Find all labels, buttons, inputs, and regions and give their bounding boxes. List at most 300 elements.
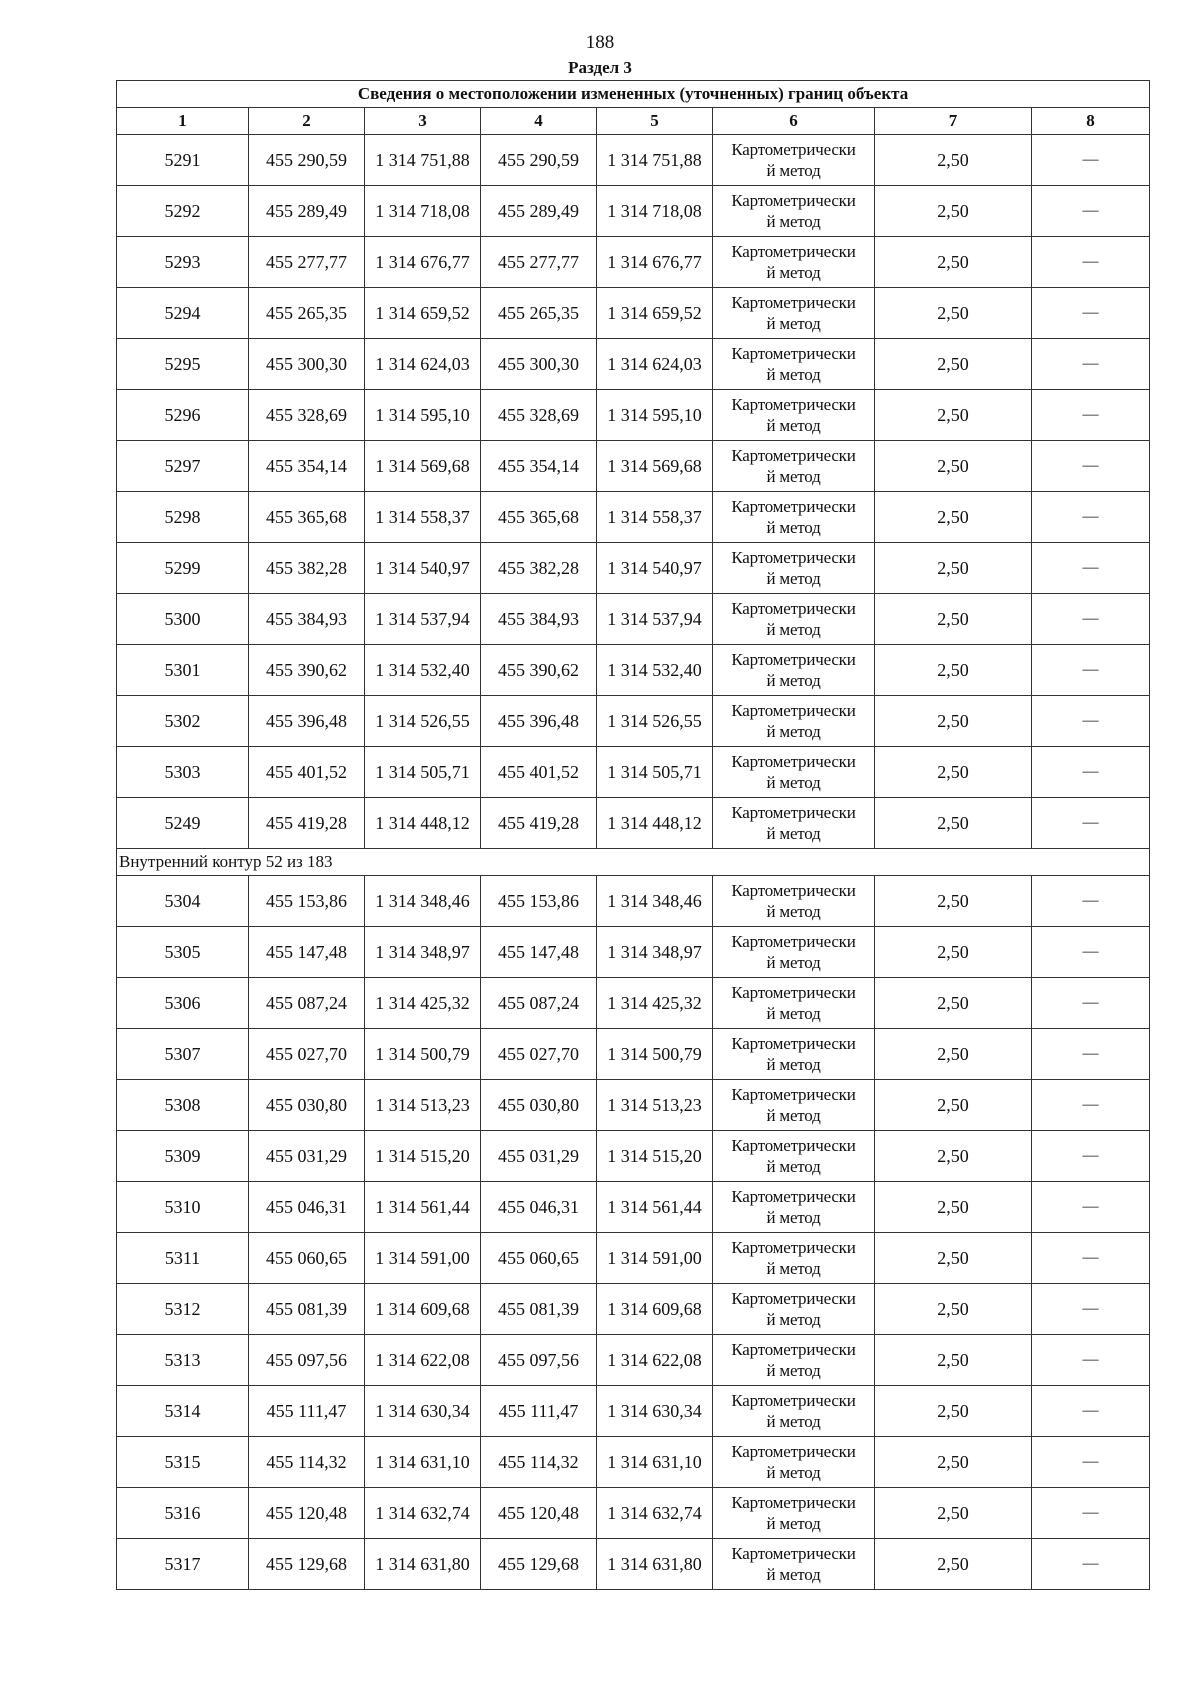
- point-number-cell: 5308: [117, 1080, 249, 1131]
- x-existing-cell: 455 030,80: [249, 1080, 365, 1131]
- y-existing-cell: 1 314 515,20: [365, 1131, 481, 1182]
- x-refined-cell: 455 265,35: [481, 288, 597, 339]
- method-text-line: Картометрически: [731, 1544, 856, 1563]
- point-number-cell: 5303: [117, 747, 249, 798]
- method-text-line: й метод: [766, 518, 821, 537]
- y-refined-cell: 1 314 515,20: [597, 1131, 713, 1182]
- table-row: [117, 492, 1150, 543]
- accuracy-cell: 2,50: [875, 1437, 1032, 1488]
- point-number-cell: 5307: [117, 1029, 249, 1080]
- table-row: [117, 798, 1150, 849]
- method-text-line: й метод: [766, 671, 821, 690]
- table-row: [117, 1182, 1150, 1233]
- description-cell: —: [1032, 1437, 1150, 1488]
- method-text-line: й метод: [766, 314, 821, 333]
- y-existing-cell: 1 314 532,40: [365, 645, 481, 696]
- method-cell: [713, 1539, 875, 1590]
- method-text-line: й метод: [766, 161, 821, 180]
- method-text-line: й метод: [766, 1565, 821, 1584]
- point-number-cell: 5302: [117, 696, 249, 747]
- section-title: Раздел 3: [568, 58, 632, 77]
- accuracy-cell: 2,50: [875, 543, 1032, 594]
- table-row: [117, 1284, 1150, 1335]
- method-cell: [713, 1080, 875, 1131]
- y-refined-cell: 1 314 348,97: [597, 927, 713, 978]
- x-existing-cell: 455 365,68: [249, 492, 365, 543]
- point-number-cell: 5301: [117, 645, 249, 696]
- point-number-cell: 5317: [117, 1539, 249, 1590]
- accuracy-cell: 2,50: [875, 978, 1032, 1029]
- x-existing-cell: 455 027,70: [249, 1029, 365, 1080]
- x-refined-cell: 455 060,65: [481, 1233, 597, 1284]
- y-existing-cell: 1 314 348,46: [365, 876, 481, 927]
- y-existing-cell: 1 314 751,88: [365, 135, 481, 186]
- table-row: [117, 1386, 1150, 1437]
- point-number-cell: 5311: [117, 1233, 249, 1284]
- description-cell: —: [1032, 1335, 1150, 1386]
- column-number: 8: [1032, 108, 1150, 135]
- method-text-line: й метод: [766, 467, 821, 486]
- description-cell: —: [1032, 441, 1150, 492]
- x-existing-cell: 455 046,31: [249, 1182, 365, 1233]
- point-number-cell: 5310: [117, 1182, 249, 1233]
- accuracy-cell: 2,50: [875, 237, 1032, 288]
- method-cell: [713, 186, 875, 237]
- point-number-cell: 5305: [117, 927, 249, 978]
- method-text-line: Картометрически: [731, 701, 856, 720]
- accuracy-cell: 2,50: [875, 747, 1032, 798]
- y-existing-cell: 1 314 540,97: [365, 543, 481, 594]
- y-refined-cell: 1 314 622,08: [597, 1335, 713, 1386]
- table-row: [117, 747, 1150, 798]
- y-refined-cell: 1 314 676,77: [597, 237, 713, 288]
- method-text-line: й метод: [766, 1157, 821, 1176]
- boundary-coordinates-table: [116, 80, 1150, 1590]
- column-number: 6: [713, 108, 875, 135]
- table-body-outer-contour: [117, 135, 1150, 849]
- y-existing-cell: 1 314 595,10: [365, 390, 481, 441]
- method-text-line: й метод: [766, 953, 821, 972]
- y-refined-cell: 1 314 537,94: [597, 594, 713, 645]
- x-refined-cell: 455 328,69: [481, 390, 597, 441]
- y-refined-cell: 1 314 631,10: [597, 1437, 713, 1488]
- table-row: [117, 1131, 1150, 1182]
- y-existing-cell: 1 314 500,79: [365, 1029, 481, 1080]
- method-text-line: й метод: [766, 1004, 821, 1023]
- method-text-line: Картометрически: [731, 1085, 856, 1104]
- contour-label: Внутренний контур 52 из 183: [117, 849, 1150, 876]
- method-text-line: й метод: [766, 1361, 821, 1380]
- x-refined-cell: 455 290,59: [481, 135, 597, 186]
- table-row: [117, 876, 1150, 927]
- description-cell: —: [1032, 339, 1150, 390]
- method-text-line: Картометрически: [731, 803, 856, 822]
- method-cell: [713, 1029, 875, 1080]
- method-text-line: Картометрически: [731, 1391, 856, 1410]
- point-number-cell: 5297: [117, 441, 249, 492]
- table-row: [117, 1437, 1150, 1488]
- method-cell: [713, 1233, 875, 1284]
- method-cell: [713, 288, 875, 339]
- method-text-line: Картометрически: [731, 752, 856, 771]
- accuracy-cell: 2,50: [875, 1488, 1032, 1539]
- point-number-cell: 5312: [117, 1284, 249, 1335]
- table-row: [117, 339, 1150, 390]
- point-number-cell: 5314: [117, 1386, 249, 1437]
- method-text-line: Картометрически: [731, 497, 856, 516]
- description-cell: —: [1032, 696, 1150, 747]
- method-text-line: й метод: [766, 212, 821, 231]
- y-refined-cell: 1 314 513,23: [597, 1080, 713, 1131]
- x-refined-cell: 455 419,28: [481, 798, 597, 849]
- method-text-line: Картометрически: [731, 548, 856, 567]
- table-row: [117, 1335, 1150, 1386]
- x-existing-cell: 455 265,35: [249, 288, 365, 339]
- x-refined-cell: 455 111,47: [481, 1386, 597, 1437]
- table-row: [117, 288, 1150, 339]
- page-number: 188: [585, 32, 615, 53]
- column-number: 7: [875, 108, 1032, 135]
- y-existing-cell: 1 314 676,77: [365, 237, 481, 288]
- y-refined-cell: 1 314 595,10: [597, 390, 713, 441]
- description-cell: —: [1032, 288, 1150, 339]
- accuracy-cell: 2,50: [875, 339, 1032, 390]
- table-row: [117, 696, 1150, 747]
- description-cell: —: [1032, 1029, 1150, 1080]
- table-row: [117, 237, 1150, 288]
- method-cell: [713, 1284, 875, 1335]
- description-cell: —: [1032, 1488, 1150, 1539]
- method-text-line: Картометрически: [731, 1136, 856, 1155]
- table-row: [117, 645, 1150, 696]
- x-existing-cell: 455 277,77: [249, 237, 365, 288]
- accuracy-cell: 2,50: [875, 645, 1032, 696]
- method-text-line: Картометрически: [731, 293, 856, 312]
- accuracy-cell: 2,50: [875, 1029, 1032, 1080]
- point-number-cell: 5316: [117, 1488, 249, 1539]
- method-text-line: Картометрически: [731, 983, 856, 1002]
- method-text-line: й метод: [766, 902, 821, 921]
- y-existing-cell: 1 314 631,10: [365, 1437, 481, 1488]
- description-cell: —: [1032, 876, 1150, 927]
- x-refined-cell: 455 382,28: [481, 543, 597, 594]
- point-number-cell: 5306: [117, 978, 249, 1029]
- x-existing-cell: 455 114,32: [249, 1437, 365, 1488]
- description-cell: —: [1032, 978, 1150, 1029]
- table-row: [117, 1080, 1150, 1131]
- x-existing-cell: 455 396,48: [249, 696, 365, 747]
- column-number-row: [117, 108, 1150, 135]
- y-existing-cell: 1 314 718,08: [365, 186, 481, 237]
- point-number-cell: 5295: [117, 339, 249, 390]
- point-number-cell: 5249: [117, 798, 249, 849]
- x-refined-cell: 455 030,80: [481, 1080, 597, 1131]
- y-existing-cell: 1 314 631,80: [365, 1539, 481, 1590]
- method-text-line: Картометрически: [731, 191, 856, 210]
- method-cell: [713, 1335, 875, 1386]
- method-text-line: й метод: [766, 1055, 821, 1074]
- description-cell: —: [1032, 594, 1150, 645]
- method-text-line: Картометрически: [731, 1187, 856, 1206]
- x-refined-cell: 455 354,14: [481, 441, 597, 492]
- method-cell: [713, 492, 875, 543]
- description-cell: —: [1032, 390, 1150, 441]
- method-text-line: й метод: [766, 1208, 821, 1227]
- accuracy-cell: 2,50: [875, 1284, 1032, 1335]
- description-cell: —: [1032, 747, 1150, 798]
- y-existing-cell: 1 314 537,94: [365, 594, 481, 645]
- y-refined-cell: 1 314 632,74: [597, 1488, 713, 1539]
- description-cell: —: [1032, 1080, 1150, 1131]
- y-refined-cell: 1 314 631,80: [597, 1539, 713, 1590]
- method-text-line: Картометрически: [731, 1034, 856, 1053]
- description-cell: —: [1032, 135, 1150, 186]
- y-refined-cell: 1 314 558,37: [597, 492, 713, 543]
- point-number-cell: 5293: [117, 237, 249, 288]
- y-existing-cell: 1 314 591,00: [365, 1233, 481, 1284]
- y-refined-cell: 1 314 659,52: [597, 288, 713, 339]
- y-refined-cell: 1 314 718,08: [597, 186, 713, 237]
- method-text-line: Картометрически: [731, 1238, 856, 1257]
- point-number-cell: 5291: [117, 135, 249, 186]
- description-cell: —: [1032, 927, 1150, 978]
- x-refined-cell: 455 390,62: [481, 645, 597, 696]
- x-refined-cell: 455 365,68: [481, 492, 597, 543]
- description-cell: —: [1032, 1539, 1150, 1590]
- method-text-line: й метод: [766, 263, 821, 282]
- accuracy-cell: 2,50: [875, 798, 1032, 849]
- x-refined-cell: 455 277,77: [481, 237, 597, 288]
- column-number: 2: [249, 108, 365, 135]
- table-body-contour-label: [117, 849, 1150, 876]
- point-number-cell: 5298: [117, 492, 249, 543]
- method-cell: [713, 798, 875, 849]
- column-number: 5: [597, 108, 713, 135]
- method-text-line: й метод: [766, 722, 821, 741]
- x-refined-cell: 455 046,31: [481, 1182, 597, 1233]
- y-existing-cell: 1 314 609,68: [365, 1284, 481, 1335]
- method-cell: [713, 1488, 875, 1539]
- column-number: 4: [481, 108, 597, 135]
- method-text-line: Картометрически: [731, 446, 856, 465]
- x-refined-cell: 455 031,29: [481, 1131, 597, 1182]
- y-refined-cell: 1 314 348,46: [597, 876, 713, 927]
- method-cell: [713, 696, 875, 747]
- method-text-line: й метод: [766, 1514, 821, 1533]
- accuracy-cell: 2,50: [875, 1080, 1032, 1131]
- y-refined-cell: 1 314 561,44: [597, 1182, 713, 1233]
- accuracy-cell: 2,50: [875, 1386, 1032, 1437]
- x-refined-cell: 455 300,30: [481, 339, 597, 390]
- method-cell: [713, 1437, 875, 1488]
- description-cell: —: [1032, 543, 1150, 594]
- accuracy-cell: 2,50: [875, 927, 1032, 978]
- x-refined-cell: 455 289,49: [481, 186, 597, 237]
- y-existing-cell: 1 314 624,03: [365, 339, 481, 390]
- point-number-cell: 5304: [117, 876, 249, 927]
- method-cell: [713, 1182, 875, 1233]
- x-refined-cell: 455 147,48: [481, 927, 597, 978]
- table-row: [117, 1233, 1150, 1284]
- method-text-line: Картометрически: [731, 242, 856, 261]
- method-cell: [713, 441, 875, 492]
- x-existing-cell: 455 419,28: [249, 798, 365, 849]
- description-cell: —: [1032, 1386, 1150, 1437]
- y-refined-cell: 1 314 751,88: [597, 135, 713, 186]
- x-refined-cell: 455 114,32: [481, 1437, 597, 1488]
- accuracy-cell: 2,50: [875, 1182, 1032, 1233]
- y-refined-cell: 1 314 532,40: [597, 645, 713, 696]
- point-number-cell: 5296: [117, 390, 249, 441]
- method-cell: [713, 978, 875, 1029]
- x-existing-cell: 455 129,68: [249, 1539, 365, 1590]
- y-refined-cell: 1 314 500,79: [597, 1029, 713, 1080]
- table-row: [117, 927, 1150, 978]
- method-cell: [713, 135, 875, 186]
- x-refined-cell: 455 401,52: [481, 747, 597, 798]
- method-cell: [713, 927, 875, 978]
- y-refined-cell: 1 314 624,03: [597, 339, 713, 390]
- method-text-line: й метод: [766, 1106, 821, 1125]
- description-cell: —: [1032, 1233, 1150, 1284]
- method-cell: [713, 237, 875, 288]
- x-existing-cell: 455 120,48: [249, 1488, 365, 1539]
- accuracy-cell: 2,50: [875, 1335, 1032, 1386]
- x-existing-cell: 455 289,49: [249, 186, 365, 237]
- y-refined-cell: 1 314 569,68: [597, 441, 713, 492]
- point-number-cell: 5300: [117, 594, 249, 645]
- description-cell: —: [1032, 237, 1150, 288]
- method-cell: [713, 594, 875, 645]
- method-text-line: Картометрически: [731, 1289, 856, 1308]
- method-text-line: й метод: [766, 569, 821, 588]
- x-refined-cell: 455 129,68: [481, 1539, 597, 1590]
- y-existing-cell: 1 314 425,32: [365, 978, 481, 1029]
- description-cell: —: [1032, 798, 1150, 849]
- y-refined-cell: 1 314 505,71: [597, 747, 713, 798]
- point-number-cell: 5292: [117, 186, 249, 237]
- accuracy-cell: 2,50: [875, 135, 1032, 186]
- x-refined-cell: 455 396,48: [481, 696, 597, 747]
- table-row: [117, 1029, 1150, 1080]
- method-cell: [713, 390, 875, 441]
- column-number: 1: [117, 108, 249, 135]
- accuracy-cell: 2,50: [875, 390, 1032, 441]
- method-cell: [713, 645, 875, 696]
- y-existing-cell: 1 314 632,74: [365, 1488, 481, 1539]
- method-text-line: й метод: [766, 1310, 821, 1329]
- x-refined-cell: 455 153,86: [481, 876, 597, 927]
- method-text-line: Картометрически: [731, 344, 856, 363]
- y-existing-cell: 1 314 630,34: [365, 1386, 481, 1437]
- method-cell: [713, 339, 875, 390]
- y-existing-cell: 1 314 558,37: [365, 492, 481, 543]
- method-text-line: Картометрически: [731, 1493, 856, 1512]
- y-existing-cell: 1 314 561,44: [365, 1182, 481, 1233]
- contour-label-row: [117, 849, 1150, 876]
- method-text-line: Картометрически: [731, 395, 856, 414]
- x-refined-cell: 455 097,56: [481, 1335, 597, 1386]
- x-existing-cell: 455 111,47: [249, 1386, 365, 1437]
- method-text-line: й метод: [766, 365, 821, 384]
- x-existing-cell: 455 382,28: [249, 543, 365, 594]
- x-existing-cell: 455 328,69: [249, 390, 365, 441]
- point-number-cell: 5299: [117, 543, 249, 594]
- x-existing-cell: 455 097,56: [249, 1335, 365, 1386]
- method-text-line: й метод: [766, 416, 821, 435]
- method-text-line: й метод: [766, 773, 821, 792]
- table-row: [117, 1488, 1150, 1539]
- accuracy-cell: 2,50: [875, 594, 1032, 645]
- y-existing-cell: 1 314 513,23: [365, 1080, 481, 1131]
- column-number: 3: [365, 108, 481, 135]
- y-existing-cell: 1 314 526,55: [365, 696, 481, 747]
- y-existing-cell: 1 314 659,52: [365, 288, 481, 339]
- y-existing-cell: 1 314 569,68: [365, 441, 481, 492]
- table-row: [117, 543, 1150, 594]
- x-existing-cell: 455 290,59: [249, 135, 365, 186]
- method-text-line: Картометрически: [731, 932, 856, 951]
- accuracy-cell: 2,50: [875, 441, 1032, 492]
- x-existing-cell: 455 087,24: [249, 978, 365, 1029]
- y-refined-cell: 1 314 540,97: [597, 543, 713, 594]
- point-number-cell: 5309: [117, 1131, 249, 1182]
- table-row: [117, 1539, 1150, 1590]
- y-refined-cell: 1 314 448,12: [597, 798, 713, 849]
- x-refined-cell: 455 081,39: [481, 1284, 597, 1335]
- y-refined-cell: 1 314 591,00: [597, 1233, 713, 1284]
- point-number-cell: 5315: [117, 1437, 249, 1488]
- point-number-cell: 5313: [117, 1335, 249, 1386]
- x-refined-cell: 455 087,24: [481, 978, 597, 1029]
- x-existing-cell: 455 031,29: [249, 1131, 365, 1182]
- y-refined-cell: 1 314 526,55: [597, 696, 713, 747]
- accuracy-cell: 2,50: [875, 1539, 1032, 1590]
- method-text-line: Картометрически: [731, 1442, 856, 1461]
- x-existing-cell: 455 390,62: [249, 645, 365, 696]
- method-text-line: Картометрически: [731, 140, 856, 159]
- y-existing-cell: 1 314 505,71: [365, 747, 481, 798]
- y-refined-cell: 1 314 425,32: [597, 978, 713, 1029]
- y-existing-cell: 1 314 348,97: [365, 927, 481, 978]
- method-text-line: Картометрически: [731, 881, 856, 900]
- y-existing-cell: 1 314 622,08: [365, 1335, 481, 1386]
- accuracy-cell: 2,50: [875, 876, 1032, 927]
- x-existing-cell: 455 384,93: [249, 594, 365, 645]
- method-cell: [713, 747, 875, 798]
- x-existing-cell: 455 060,65: [249, 1233, 365, 1284]
- method-text-line: Картометрически: [731, 1340, 856, 1359]
- point-number-cell: 5294: [117, 288, 249, 339]
- y-refined-cell: 1 314 609,68: [597, 1284, 713, 1335]
- y-existing-cell: 1 314 448,12: [365, 798, 481, 849]
- method-text-line: Картометрически: [731, 650, 856, 669]
- method-text-line: й метод: [766, 620, 821, 639]
- description-cell: —: [1032, 1131, 1150, 1182]
- method-text-line: й метод: [766, 824, 821, 843]
- table-row: [117, 186, 1150, 237]
- x-refined-cell: 455 027,70: [481, 1029, 597, 1080]
- table-row: [117, 135, 1150, 186]
- x-existing-cell: 455 147,48: [249, 927, 365, 978]
- x-existing-cell: 455 354,14: [249, 441, 365, 492]
- y-refined-cell: 1 314 630,34: [597, 1386, 713, 1437]
- description-cell: —: [1032, 645, 1150, 696]
- table-row: [117, 978, 1150, 1029]
- table-row: [117, 441, 1150, 492]
- x-existing-cell: 455 401,52: [249, 747, 365, 798]
- table-body-inner-contour: [117, 876, 1150, 1590]
